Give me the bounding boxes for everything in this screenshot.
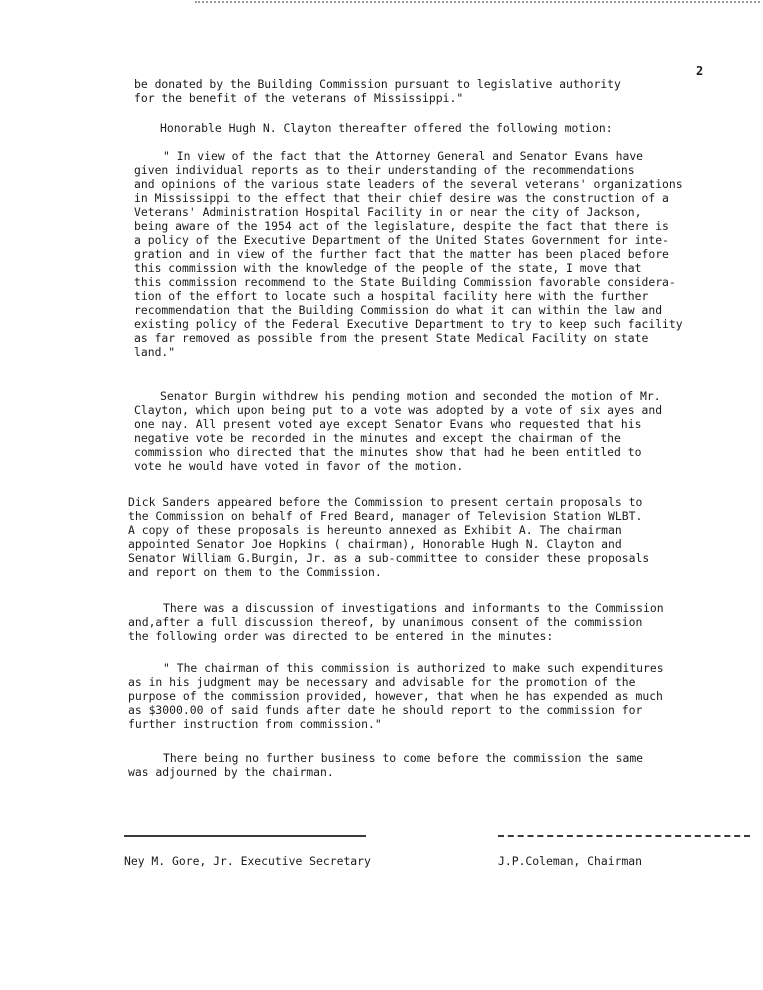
paragraph-clayton-motion-line: " In view of the fact that the Attorney General and Senator Evans have [163,149,644,163]
paragraph-clayton-motion-line: and opinions of the various state leaders of the several veterans' organizations [134,177,683,191]
paragraph-investigations-line: There was a discussion of investigations and informants to the Commission [163,601,664,615]
paragraph-clayton-motion-line: this commission recommend to the State Building Commission favorable considera- [134,275,676,289]
paragraph-order-line: as $3000.00 of said funds after date he should report to the commission for [128,703,643,717]
paragraph-vote-line: commission who directed that the minutes show that had he been entitled to [134,445,642,459]
paragraph-order-line: " The chairman of this commission is authorized to make such expenditures [163,661,664,675]
chairman-signature: J.P.Coleman, Chairman [498,854,643,868]
paragraph-clayton-motion-line: in Mississippi to the effect that their chief desire was the construction of a [134,191,669,205]
paragraph-sanders-line: Dick Sanders appeared before the Commission to present certain proposals to [128,495,643,509]
paragraph-adjourn-line: There being no further business to come before the commission the same [163,751,644,765]
paragraph-clayton-motion-line: existing policy of the Federal Executive Department to try to keep such facility [134,317,683,331]
paragraph-sanders-line: A copy of these proposals is hereunto annexed as Exhibit A. The chairman [128,523,622,537]
secretary-signature: Ney M. Gore, Jr. Executive Secretary [124,854,371,868]
paragraph-vote-line: one nay. All present voted aye except Senator Evans who requested that his [134,417,642,431]
paragraph-vote-line: vote he would have voted in favor of the motion. [134,459,464,473]
paragraph-order-line: further instruction from commission." [128,717,382,731]
paragraph-clayton-motion-line: land." [134,345,176,359]
secretary-signature-line [124,835,366,837]
paragraph-order-line: as in his judgment may be necessary and advisable for the promotion of the [128,675,636,689]
paragraph-clayton-motion-line: a policy of the Executive Department of the United States Government for inte- [134,233,669,247]
paragraph-vote-line: Senator Burgin withdrew his pending motion and seconded the motion of Mr. [160,389,661,403]
paragraph-investigations-line: the following order was directed to be entered in the minutes: [128,629,554,643]
paragraph-clayton-motion-line: being aware of the 1954 act of the legislature, despite the fact that there is [134,219,669,233]
chairman-signature-line [498,835,750,837]
paragraph-clayton-motion-line: recommendation that the Building Commission do what it can within the law and [134,303,663,317]
paragraph-order-line: purpose of the commission provided, however, that when he has expended as much [128,689,663,703]
paragraph-sanders-line: appointed Senator Joe Hopkins ( chairman), Honorable Hugh N. Clayton and [128,537,622,551]
paragraph-investigations-line: and,after a full discussion thereof, by unanimous consent of the commission [128,615,643,629]
paragraph-clayton-motion-line: tion of the effort to locate such a hospital facility here with the further [134,289,649,303]
paragraph-vote-line: negative vote be recorded in the minutes and except the chairman of the [134,431,621,445]
paragraph-clayton-motion-line: Veterans' Administration Hospital Facility in or near the city of Jackson, [134,205,642,219]
paragraph-donation-close-line: for the benefit of the veterans of Mississippi." [134,91,464,105]
paragraph-clayton-motion-line: gration and in view of the further fact that the matter has been placed before [134,247,669,261]
paragraph-sanders-line: and report on them to the Commission. [128,565,382,579]
paragraph-sanders-line: Senator William G.Burgin, Jr. as a sub-committee to consider these proposals [128,551,650,565]
top-edge-rule [195,1,760,3]
paragraph-adjourn-line: was adjourned by the chairman. [128,765,334,779]
paragraph-sanders-line: the Commission on behalf of Fred Beard, manager of Television Station WLBT. [128,509,643,523]
paragraph-clayton-motion-line: as far removed as possible from the present State Medical Facility on state [134,331,649,345]
paragraph-donation-close-line: be donated by the Building Commission pursuant to legislative authority [134,77,621,91]
page-number: 2 [696,64,704,78]
paragraph-clayton-motion-line: this commission with the knowledge of the people of the state, I move that [134,261,642,275]
paragraph-vote-line: Clayton, which upon being put to a vote was adopted by a vote of six ayes and [134,403,663,417]
paragraph-clayton-intro-line: Honorable Hugh N. Clayton thereafter offered the following motion: [160,121,613,135]
paragraph-clayton-motion-line: given individual reports as to their understanding of the recommendations [134,163,635,177]
